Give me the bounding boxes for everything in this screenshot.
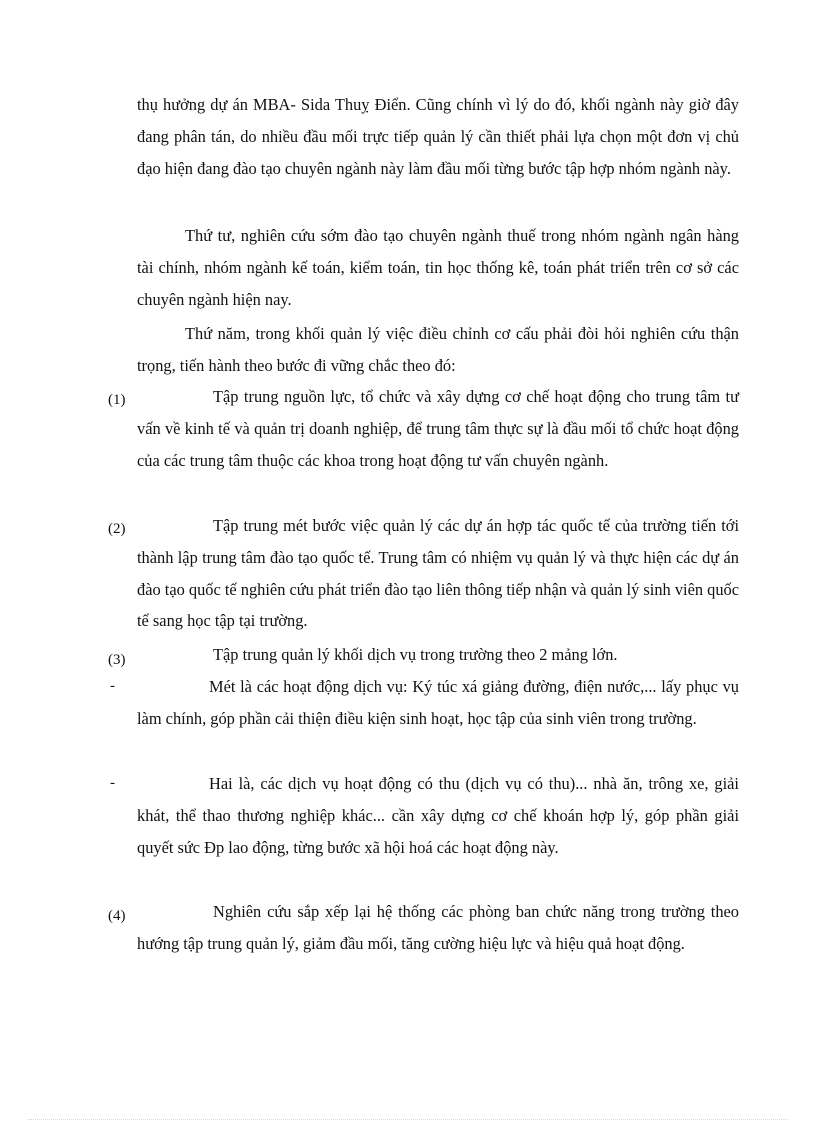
list-item-4: Nghiên cứu sắp xếp lại hệ thống các phòng ban chức năng trong trường theo hướng tập trung quản lý, giảm đầu mối, tăng cường hiệu lực và hiệu quả hoạt động.	[137, 902, 739, 953]
dash-item-2: Hai là, các dịch vụ hoạt động có thu (dịch vụ có thu)... nhà ăn, trông xe, giải khát, thể thao thương nghiệp khác... cần xây dựng cơ chế khoán hợp lý, góp phần giải quyết sức Ðp lao động, từng bước xã hội hoá các hoạt động này.	[137, 774, 739, 857]
dash-marker-1: -	[110, 678, 115, 694]
list-marker-1: (1)	[108, 392, 126, 408]
list-marker-2: (2)	[108, 521, 126, 537]
paragraph-intro: thụ hưởng dự án MBA- Sida Thuỵ Điển. Cũng chính vì lý do đó, khối ngành này giờ đây đang phân tán, do nhiều đầu mối trực tiếp quản lý cần thiết phải lựa chọn một đơn vị chủ đạo hiện đang đào tạo chuyên ngành này làm đầu mối từng bước tập hợp nhóm ngành này.	[137, 95, 739, 178]
page-bottom-divider	[28, 1119, 788, 1120]
list-item-2: Tập trung mét bước việc quản lý các dự án hợp tác quốc tế của trường tiến tới thành lập trung tâm đào tạo quốc tế. Trung tâm có nhiệm vụ quản lý và thực hiện các dự án đào tạo quốc tế nghiên cứu phát triển đào tạo liên thông tiếp nhận và quản lý sinh viên quốc tế sang học tập tại trường.	[137, 516, 739, 631]
dash-marker-2: -	[110, 775, 115, 791]
paragraph-thu-nam: Thứ năm, trong khối quản lý việc điều chỉnh cơ cấu phải đòi hỏi nghiên cứu thận trọng, tiến hành theo bước đi vững chắc theo đó:	[137, 324, 739, 375]
list-marker-3: (3)	[108, 652, 126, 668]
list-item-1: Tập trung nguồn lực, tổ chức và xây dựng cơ chế hoạt động cho trung tâm tư vấn về kinh tế và quản trị doanh nghiệp, để trung tâm thực sự là đầu mối tổ chức hoạt động của các trung tâm thuộc các khoa trong hoạt động tư vấn chuyên ngành.	[137, 387, 739, 470]
paragraph-thu-tu: Thứ tư, nghiên cứu sớm đào tạo chuyên ngành thuế trong nhóm ngành ngân hàng tài chính, nhóm ngành kế toán, kiểm toán, tin học thống kê, toán phát triển trên cơ sở các chuyên ngành hiện nay.	[137, 226, 739, 309]
list-marker-4: (4)	[108, 908, 126, 924]
dash-item-1: Mét là các hoạt động dịch vụ: Ký túc xá giảng đường, điện nước,... lấy phục vụ làm chính, góp phần cải thiện điều kiện sinh hoạt, học tập của sinh viên trong trường.	[137, 677, 739, 728]
list-item-3: Tập trung quản lý khối dịch vụ trong trường theo 2 mảng lớn.	[213, 645, 618, 664]
